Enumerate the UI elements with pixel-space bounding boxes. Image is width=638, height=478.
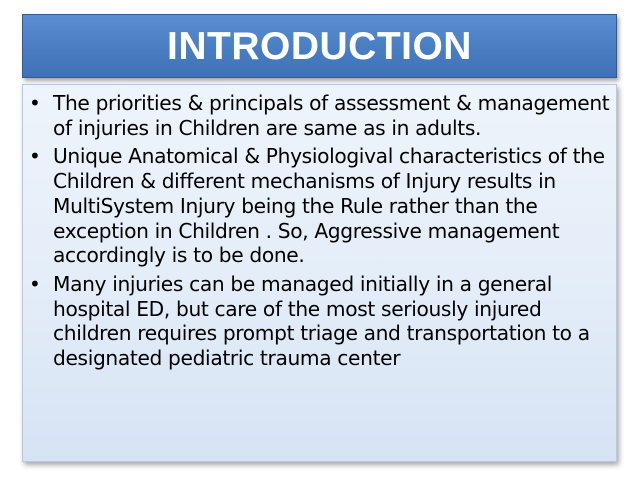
content-box xyxy=(22,84,617,462)
bullet-item xyxy=(23,144,618,268)
bullet-text: The priorities & principals of assessment & management of injuries in Children are same as in adults. xyxy=(53,91,610,140)
bullet-item xyxy=(23,91,618,140)
bullet-list xyxy=(23,91,618,375)
bullet-marker: • xyxy=(29,271,41,296)
bullet-item xyxy=(23,272,618,371)
title-bar xyxy=(22,14,617,78)
slide-title: INTRODUCTION xyxy=(167,24,472,68)
bullet-marker: • xyxy=(29,144,41,169)
bullet-text: Many injuries can be managed initially in a general hospital ED, but care of the most seriously injured children requires prompt triage and transportation to a designated pediatric trauma center xyxy=(53,271,590,371)
bullet-text: Unique Anatomical & Physiologival characteristics of the Children & different mechanisms of Injury results in MultiSystem Injury being the Rule rather than the exception in Children . So, Aggressive management accordingly is to be done. xyxy=(53,144,605,268)
bullet-marker: • xyxy=(29,91,41,115)
